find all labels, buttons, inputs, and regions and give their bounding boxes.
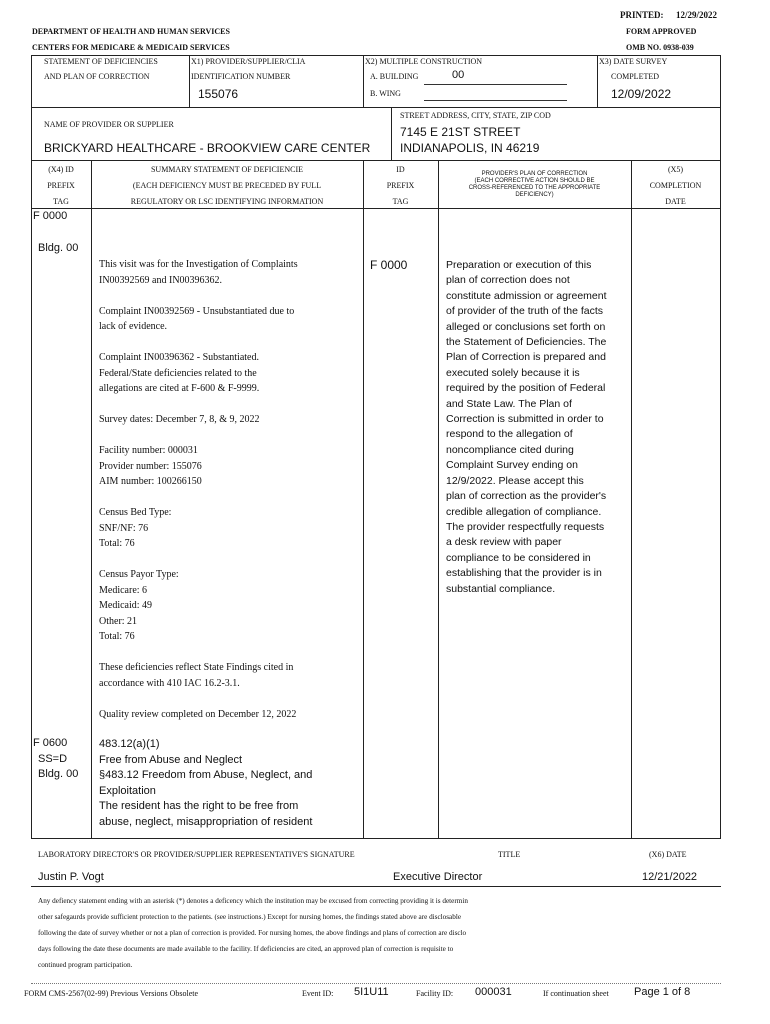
summary-line: allegations are cited at F-600 & F-9999. (99, 383, 260, 394)
city-state-zip: INDIANAPOLIS, IN 46219 (400, 141, 540, 155)
x1-label: X1) PROVIDER/SUPPLIER/CLIA (191, 57, 306, 66)
x2-label: X2) MULTIPLE CONSTRUCTION (365, 57, 483, 66)
summary-line: SNF/NF: 76 (99, 522, 149, 534)
summary-line (99, 645, 298, 661)
summary-line (99, 288, 298, 304)
facility-id-label: Facility ID: (416, 989, 454, 998)
printed-date: 12/29/2022 (676, 10, 718, 20)
event-id-value: 5I1U11 (354, 986, 389, 998)
dept-line-2: CENTERS FOR MEDICARE & MEDICAID SERVICES (32, 43, 230, 52)
summary-header-3: REGULATORY OR LSC IDENTIFYING INFORMATION (130, 197, 324, 206)
event-id-label: Event ID: (302, 989, 334, 998)
summary-line: Census Payor Type: (99, 569, 179, 580)
x5-label-3: DATE (665, 197, 686, 206)
signature-date: 12/21/2022 (642, 871, 698, 883)
summary-line: Complaint IN00392569 - Unsubstantiated due to (99, 305, 295, 317)
plan-line: plan of correction as the provider's (446, 490, 607, 503)
signer-name: Justin P. Vogt (38, 871, 104, 883)
disclaimer-line: other safegaurds provide sufficient protection to the patients. (see instructions.) Except for nursing homes, the findings stated above are disclosable (38, 913, 462, 921)
summary-line (99, 335, 298, 351)
x5-label-1: (X5) (667, 165, 684, 174)
summary-line (99, 490, 298, 506)
x5-label-2: COMPLETION (649, 181, 702, 190)
summary-line (99, 397, 298, 413)
plan-line: compliance to be considered in (446, 551, 591, 564)
summary-line: Facility number: 000031 (99, 445, 198, 456)
date-label: (X6) DATE (649, 850, 687, 859)
summary-line: AIM number: 100266150 (99, 476, 202, 487)
summary-line: These deficiencies reflect State Findings cited in (99, 662, 294, 673)
plan-line: establishing that the provider is in (446, 567, 602, 580)
plan-line: respond to the allegation of (446, 428, 573, 441)
summary-line: Provider number: 155076 (99, 460, 202, 472)
plan-line: alleged or conclusions set forth on (446, 320, 606, 333)
f600-line: 483.12(a)(1) (99, 738, 160, 750)
summary-header-1: SUMMARY STATEMENT OF DEFICIENCIE (150, 165, 304, 174)
summary-line: Federal/State deficiencies related to the (99, 367, 257, 379)
f600-line: The resident has the right to be free from (99, 800, 299, 812)
statement-label-1: STATEMENT OF DEFICIENCIES (44, 57, 158, 66)
x4-label-1: (X4) ID (48, 165, 74, 174)
scope-severity: SS=D (38, 753, 68, 765)
plan-of-correction (446, 258, 607, 597)
form-number: FORM CMS-2567(02-99) Previous Versions Obsolete (24, 989, 199, 998)
plan-line: plan of correction does not (446, 274, 570, 287)
bldg-label-1: Bldg. 00 (38, 242, 79, 254)
facility-id-value: 000031 (475, 986, 512, 998)
summary-statement (99, 257, 298, 722)
plan-line: credible allegation of compliance. (446, 505, 602, 518)
summary-line: Medicare: 6 (99, 584, 148, 596)
plan-line: required by the position of Federal (446, 382, 606, 395)
f600-summary (99, 737, 312, 830)
plan-line: Complaint Survey ending on (446, 459, 578, 472)
plan-header (438, 171, 631, 199)
continuation-label: If continuation sheet (543, 989, 609, 998)
x3-label: X3) DATE SURVEY (599, 57, 668, 66)
summary-line: accordance with 410 IAC 16.2-3.1. (99, 677, 240, 689)
survey-date-value: 12/09/2022 (611, 87, 672, 101)
disclaimer-line: days following the date these documents are made available to the facility. If deficiencies are cited, an approved plan of correction is requisite to (38, 945, 454, 953)
street-address: 7145 E 21ST STREET (400, 125, 521, 139)
form-approved: FORM APPROVED (626, 27, 697, 36)
dept-line-1: DEPARTMENT OF HEALTH AND HUMAN SERVICES (32, 27, 230, 36)
plan-line: constitute admission or agreement (446, 289, 607, 302)
f600-line: §483.12 Freedom from Abuse, Neglect, and (99, 769, 313, 781)
disclaimer-line: Any defiency statement ending with an asterisk (*) denotes a deficency which the institution may be excused from correcting providing it is determin (38, 897, 468, 905)
statement-label-2: AND PLAN OF CORRECTION (44, 72, 150, 81)
plan-tag-f0000: F 0000 (370, 258, 408, 272)
summary-line: IN00392569 and IN00396362. (99, 274, 223, 286)
plan-line: 12/9/2022. Please accept this (446, 474, 584, 487)
page-number: Page 1 of 8 (634, 986, 691, 998)
disclaimer (38, 893, 468, 973)
plan-line: noncompliance cited during (446, 443, 574, 456)
plan-header-4: DEFICIENCY) (515, 192, 554, 198)
summary-line: lack of evidence. (99, 321, 168, 332)
summary-line: Total: 76 (99, 631, 135, 642)
summary-line: Quality review completed on December 12, 2022 (99, 708, 297, 720)
plan-line: Correction is submitted in order to (446, 413, 604, 426)
title-label: TITLE (498, 850, 521, 859)
plan-line: executed solely because it is (446, 366, 580, 379)
summary-line (99, 691, 298, 707)
plan-header-3: CROSS-REFERENCED TO THE APPROPRIATE (468, 185, 601, 191)
signature-label: LABORATORY DIRECTOR'S OR PROVIDER/SUPPLIER REPRESENTATIVE'S SIGNATURE (38, 850, 355, 859)
plan-line: Preparation or execution of this (446, 259, 592, 271)
provider-id-value: 155076 (198, 87, 239, 101)
x4-label-3: TAG (53, 197, 69, 206)
plan-header-2: (EACH CORRECTIVE ACTION SHOULD BE (474, 178, 595, 184)
building-value: 00 (452, 69, 465, 81)
summary-line: This visit was for the Investigation of Complaints (99, 259, 298, 270)
plan-line: The provider respectfully requests (446, 520, 605, 533)
summary-line: Complaint IN00396362 - Substantiated. (99, 352, 259, 363)
f600-line: Free from Abuse and Neglect (99, 753, 243, 766)
id-label-1: ID (396, 165, 405, 174)
summary-line: Survey dates: December 7, 8, & 9, 2022 (99, 414, 260, 425)
summary-line (99, 428, 298, 444)
summary-line: Other: 21 (99, 615, 138, 627)
provider-name: BRICKYARD HEALTHCARE - BROOKVIEW CARE CENTER (44, 141, 371, 155)
f600-line: Exploitation (99, 784, 156, 797)
disclaimer-line: following the date of survey whether or not a plan of correction is provided. For nursing homes, the above findings and plans of correction are disclo (38, 929, 467, 937)
summary-line (99, 552, 298, 568)
bldg-label-2: Bldg. 00 (38, 768, 79, 780)
summary-line: Medicaid: 49 (99, 600, 153, 611)
summary-line: Total: 76 (99, 538, 135, 549)
plan-line: Plan of Correction is prepared and (446, 351, 606, 364)
tag-f0600: F 0600 (33, 737, 68, 749)
building-label: A. BUILDING (370, 72, 419, 81)
x4-label-2: PREFIX (47, 181, 75, 190)
id-label-3: TAG (392, 197, 409, 206)
tag-f0000: F 0000 (33, 210, 68, 222)
summary-line: Census Bed Type: (99, 507, 172, 518)
plan-line: a desk review with paper (446, 536, 562, 549)
plan-line: substantial compliance. (446, 582, 556, 595)
address-label: STREET ADDRESS, CITY, STATE, ZIP COD (400, 111, 551, 120)
plan-header-1: PROVIDER'S PLAN OF CORRECTION (481, 171, 588, 177)
plan-line: and State Law. The Plan of (446, 397, 572, 410)
f600-line: abuse, neglect, misappropriation of resident (99, 815, 313, 828)
omb-number: OMB NO. 0938-039 (626, 43, 694, 52)
provider-name-label: NAME OF PROVIDER OR SUPPLIER (44, 120, 174, 129)
wing-label: B. WING (370, 89, 401, 98)
plan-line: of provider of the truth of the facts (446, 305, 604, 318)
plan-line: the Statement of Deficiencies. The (446, 336, 607, 349)
summary-header-2: (EACH DEFICIENCY MUST BE PRECEDED BY FULL (132, 181, 322, 190)
x1-label-2: IDENTIFICATION NUMBER (191, 72, 291, 81)
signer-title: Executive Director (393, 871, 483, 883)
id-label-2: PREFIX (386, 181, 415, 190)
printed-label: PRINTED: (620, 10, 664, 20)
x3-label-2: COMPLETED (611, 72, 659, 81)
disclaimer-line: continued program participation. (38, 961, 133, 969)
